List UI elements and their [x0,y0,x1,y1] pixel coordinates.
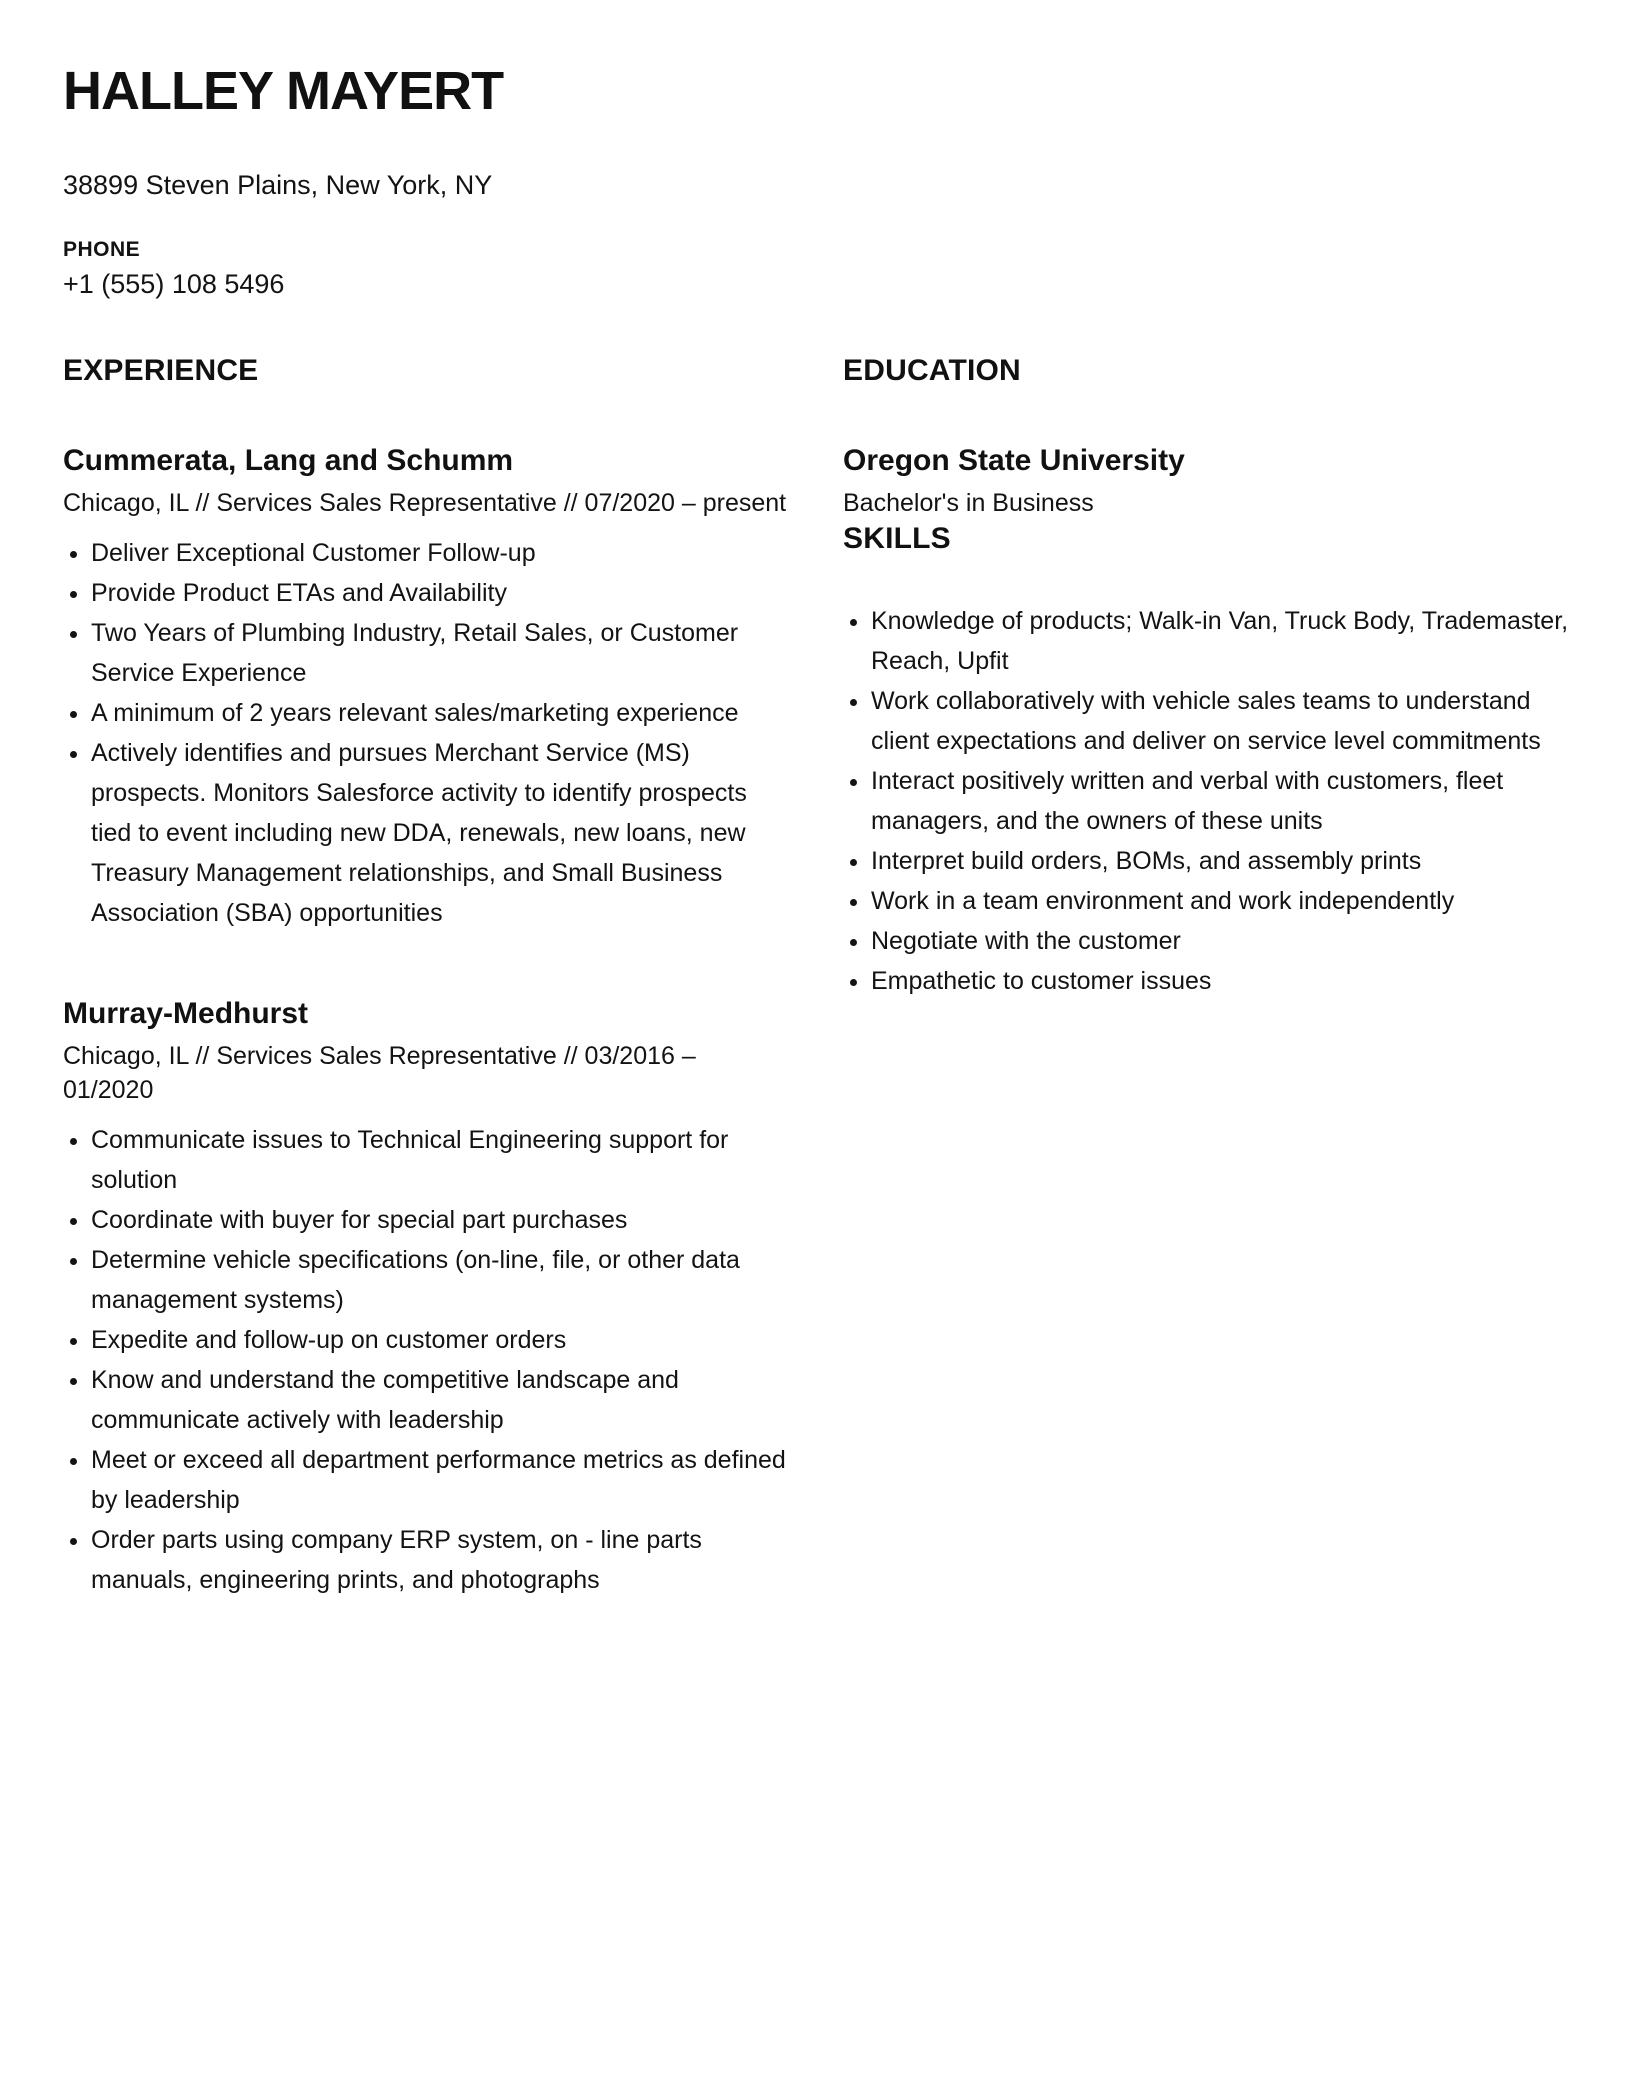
degree: Bachelor's in Business [843,489,1094,518]
skill-item: • Negotiate with the customer [871,921,1587,961]
job-bullet-item: • Deliver Exceptional Customer Follow-up [91,533,793,573]
job-bullet-list [63,1120,793,1600]
job-company: Cummerata, Lang and Schumm [63,443,514,477]
experience-job [63,442,793,933]
education-section [843,353,1587,521]
job-bullet-list [63,533,793,933]
education-section-title: EDUCATION [843,353,1021,387]
phone-value: +1 (555) 108 5496 [63,269,285,300]
job-bullet-item: • Determine vehicle specifications (on-line, file, or other data management systems) [91,1240,793,1320]
school-name: Oregon State University [843,443,1185,477]
job-bullet-item: • A minimum of 2 years relevant sales/marketing experience [91,693,793,733]
skills-section [843,521,1587,1001]
right-column [843,353,1587,1001]
skills-list [843,601,1587,1001]
candidate-name: HALLEY MAYERT [63,61,504,121]
skill-item: • Interpret build orders, BOMs, and assembly prints [871,841,1587,881]
job-bullet-item: • Meet or exceed all department performance metrics as defined by leadership [91,1440,793,1520]
job-bullet-item: • Provide Product ETAs and Availability [91,573,793,613]
skill-item: • Empathetic to customer issues [871,961,1587,1001]
skill-item: • Work collaboratively with vehicle sales teams to understand client expectations and deliver on service level commitments [871,681,1587,761]
phone-label: PHONE [63,238,141,262]
job-bullet-item: • Communicate issues to Technical Engineering support for solution [91,1120,793,1200]
job-company: Murray-Medhurst [63,996,309,1030]
job-meta: Chicago, IL // Services Sales Representative // 03/2016 – 01/2020 [63,1042,696,1105]
experience-job [63,995,793,1600]
job-bullet-item: • Two Years of Plumbing Industry, Retail Sales, or Customer Service Experience [91,613,793,693]
skill-item: • Work in a team environment and work independently [871,881,1587,921]
experience-section-title: EXPERIENCE [63,353,259,387]
resume-header [63,60,1587,303]
skills-section-title: SKILLS [843,521,951,555]
skill-item: • Interact positively written and verbal with customers, fleet managers, and the owners of these units [871,761,1587,841]
experience-section [63,353,793,1600]
job-bullet-item: • Expedite and follow-up on customer orders [91,1320,793,1360]
candidate-address: 38899 Steven Plains, New York, NY [63,170,493,201]
job-bullet-item: • Actively identifies and pursues Merchant Service (MS) prospects. Monitors Salesforce activity to identify prospects tied to event including new DDA, renewals, new loans, new Treasury Management relationships, and Small Business Association (SBA) opportunities [91,733,793,933]
job-meta: Chicago, IL // Services Sales Representative // 07/2020 – present [63,489,787,518]
job-bullet-item: • Order parts using company ERP system, on - line parts manuals, engineering prints, and photographs [91,1520,793,1600]
job-bullet-item: • Coordinate with buyer for special part purchases [91,1200,793,1240]
job-bullet-item: • Know and understand the competitive landscape and communicate actively with leadership [91,1360,793,1440]
resume-columns [63,353,1587,1600]
skill-item: • Knowledge of products; Walk-in Van, Truck Body, Trademaster, Reach, Upfit [871,601,1587,681]
